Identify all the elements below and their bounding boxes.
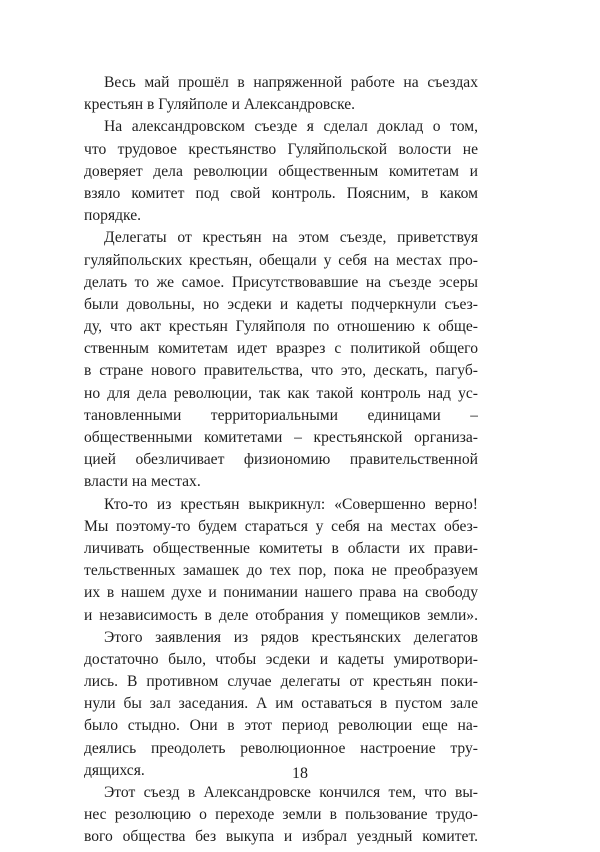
text-line: дящихся. bbox=[84, 761, 145, 779]
text-line: ственным комитетам идет вразрез с политикой общего bbox=[84, 340, 478, 358]
page-number: 18 bbox=[292, 765, 308, 782]
body-text bbox=[84, 72, 478, 849]
text-line: гуляйпольских крестьян, обещали у себя на местах про- bbox=[84, 251, 478, 269]
text-line: общественными комитетами – крестьянской организа- bbox=[84, 429, 478, 446]
text-line: ду, что акт крестьян Гуляйполя по отношению к обще- bbox=[84, 318, 478, 336]
text-line: личивать общественные комитеты в области их прави- bbox=[84, 539, 478, 557]
text-line: их в нашем духе и понимании нашего права на свободу bbox=[84, 584, 478, 602]
text-line: но для дела революции, так как такой контроль над ус- bbox=[84, 384, 478, 402]
text-line: были довольны, но эсдеки и кадеты подчеркнули съез- bbox=[84, 295, 478, 313]
text-line: Этого заявления из рядов крестьянских делегатов bbox=[104, 628, 478, 646]
text-line: доверяет дела революции общественным комитетам и bbox=[84, 162, 478, 180]
text-line: тельственных замашек до тех пор, пока не преобразуем bbox=[84, 562, 478, 580]
text-line: Весь май прошёл в напряженной работе на съездах bbox=[104, 74, 478, 91]
text-line: Кто-то из крестьян выкрикнул: «Совершенно верно! bbox=[104, 495, 478, 513]
text-line: тановленными территориальными единицами – bbox=[84, 406, 478, 424]
text-line: делать то же самое. Присутствовавшие на съезде эсеры bbox=[84, 273, 478, 291]
text-line: порядке. bbox=[84, 207, 142, 225]
text-line: что трудовое крестьянство Гуляйпольской волости не bbox=[84, 140, 478, 158]
text-line: в стране нового правительства, что это, дескать, пагуб- bbox=[84, 362, 478, 380]
text-line: Этот съезд в Александровске кончился тем, что вы- bbox=[104, 784, 478, 801]
text-line: и независимость в деле отобрания у помещиков земли». bbox=[84, 606, 478, 624]
text-line: цией обезличивает физиономию правительственной bbox=[84, 451, 478, 469]
text-line: было стыдно. Они в этот период революции еще на- bbox=[84, 717, 478, 735]
text-line: лись. В противном случае делегаты от крестьян поки- bbox=[84, 673, 478, 691]
text-line: вого общества без выкупа и избрал уездный комитет. bbox=[84, 828, 478, 846]
text-line: нес резолюцию о переходе земли в пользование трудо- bbox=[84, 806, 478, 824]
text-line: крестьян в Гуляйполе и Александровске. bbox=[84, 96, 356, 114]
text-line: власти на местах. bbox=[84, 473, 201, 491]
text-line: деялись преодолеть революционное настроение тру- bbox=[84, 739, 478, 757]
text-line: Мы поэтому-то будем стараться у себя на местах обез- bbox=[84, 517, 478, 535]
text-line: достаточно было, чтобы эсдеки и кадеты умиротвори- bbox=[84, 650, 478, 668]
text-line: взяло комитет под свой контроль. Поясним, в каком bbox=[84, 184, 478, 202]
text-line: нули бы зал заседания. А им оставаться в пустом зале bbox=[84, 695, 478, 713]
text-line: На александровском съезде я сделал доклад о том, bbox=[104, 118, 478, 136]
text-line: Делегаты от крестьян на этом съезде, приветствуя bbox=[104, 229, 478, 247]
